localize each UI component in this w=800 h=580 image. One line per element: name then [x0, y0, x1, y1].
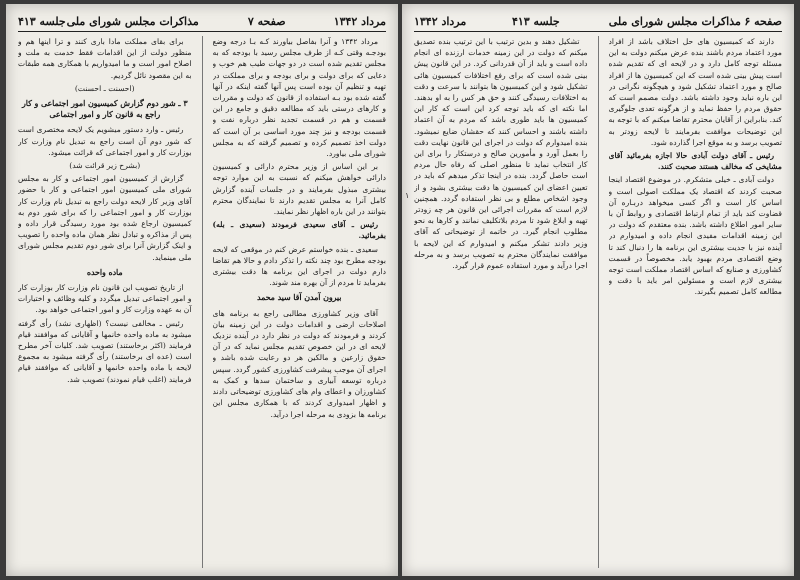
header-page-number: صفحه ۶ [744, 14, 782, 28]
header-rule [414, 31, 782, 32]
columns [18, 36, 386, 568]
column-right [609, 36, 783, 568]
page-6 [402, 4, 794, 576]
applause-note: (احسنت ـ احسنت) [74, 83, 135, 93]
header-rule [18, 31, 386, 32]
header-page-number: صفحه ۷ [247, 14, 286, 28]
header-date: مرداد ۱۳۴۲ [333, 14, 386, 28]
header-title: مذاکرات مجلس شورای ملی [608, 14, 741, 28]
header-session: جلسه ۴۱۳ [511, 14, 560, 28]
paragraph: رئیس ـ وارد دستور میشویم یک لایحه مختصری است که شور دوم آن است راجع به تبدیل نام وزارت کار بوزارت کار و امور اجتماعی که قرائت میشود. [18, 125, 192, 157]
paragraph: بر این اساس از وزیر محترم دارائی و کمیسیون دارائی خواهش میکنم که نسبت به این موارد توجه بیشتری مبذول بفرمایند و در جلسات آینده گزارش کامل آنرا به مجلس تقدیم دارند تا نمایندگان محترم بتوانند در این باره اظهار نظر نمایند. [212, 162, 386, 217]
paragraph: دارند که کمیسیون های حل اختلاف باشد از افراد مورد اعتماد مردم باشند بنده عرض میکنم دولت به این مسئله توجه کامل دارد و در لایحه ای که تقدیم شده است پیش بینی شده است که این کمیسیون ها از افراد صالح و مورد اعتماد تشکیل شود و هیچگونه نگرانی در این باره نباید وجود داشته باشد. دولت مصمم است که حقوق مردم را حفظ نماید و از هرگونه تعدی جلوگیری کند. بنابراین از آقایان محترم تقاضا میکنم که با توجه به این توضیحات موافقت بفرمایند تا لایحه زودتر به تصویب برسد و به موقع اجرا گذارده شود. [608, 37, 782, 147]
columns [414, 36, 782, 568]
column-divider [598, 36, 599, 568]
page-header [414, 12, 782, 30]
paragraph: سعیدی ـ بنده خواستم عرض کنم در موقعی که لایحه بودجه مطرح بود چند نکته را تذکر دادم و حالا هم تقاضا دارم دولت در اجرای این برنامه ها دقت بیشتری بفرماید تا مردم از آن بهره مند شوند. [212, 244, 386, 288]
column-left [414, 36, 588, 568]
paragraph: رئیس ـ مخالفی نیست؟ (اظهاری نشد) رأی گرفته میشود به ماده واحده خانمها و آقایانی که موافقند قیام فرمایند (اکثر برخاستند) تصویب شد. کلیات آخر مطرح است (عده ای برخاستند) رأی گرفته میشود به مجموع لایحه با ماده واحده خانمها و آقایانی که موافقند قیام فرمایند (اغلب قیام نمودند) تصویب شد. [18, 318, 192, 384]
paragraph: برای بقای مملکت مادا باری کنند و ترا اینها هم و منظور دولت از این اقدامات فقط خدمت به ملت و اصلاح امور است و ما امیدواریم با همکاری همه طبقات به این مقصود نائل گردیم. [18, 37, 192, 80]
speaker-paragraph: رئیس ـ آقای دولت آبادی حالا اجازه بفرمائید آقای مشایخی که مخالف هستند صحبت کنند. [608, 151, 782, 172]
margin-number: ۱ [405, 191, 410, 200]
header-date: مرداد ۱۳۴۲ [413, 14, 467, 28]
book-spread [6, 4, 794, 576]
paragraph: آقای وزیر کشاورزی مطالبی راجع به برنامه های اصلاحات ارضی و اقدامات دولت در این زمینه بیان کردند و فرمودند که دولت در نظر دارد در آینده نزدیک لایحه ای در این خصوص تقدیم مجلس نماید که در آن حقوق زارعین و مالکین هر دو رعایت شده باشد و اجرای آن موجب پیشرفت کشاورزی کشور گردد. سپس درباره توسعه آبیاری و ساختمان سدها و کمک به کشاورزان و اعطای وام های کشاورزی توضیحاتی دادند و اظهار امیدواری کردند که با همکاری مجلس این برنامه ها بزودی به مرحله اجرا درآید. [212, 308, 386, 419]
paragraph: از تاریخ تصویب این قانون نام وزارت کار بوزارت کار و امور اجتماعی تبدیل میگردد و کلیه وظائف و اختیارات آن به عهده وزارت کار و امور اجتماعی خواهد بود. [18, 283, 192, 315]
header-title: مذاکرات مجلس شورای ملی [66, 14, 199, 28]
column-divider [202, 36, 203, 568]
page-header [18, 12, 386, 30]
column-right [213, 36, 387, 568]
paragraph: دولت آبادی ـ خیلی متشکرم. در موضوع اقتصاد اینجا صحبت کردند که اقتصاد یک مملکت اصولی است و اساس کار است و اگر کسی میخواهد دربـاره آن قضاوت کند باید از تمام ارتباط اقتصادی و روابط آن با سایر امور اطلاع داشته باشد. بنده معتقدم که دولت در این زمینه اقدامات مفیدی انجام داده و امیدوارم در آینده نیز با جدیت بیشتری این برنامه ها را دنبال کند تا وضع اقتصادی مردم بهبود یابد. مخصوصاً در قسمت کشاورزی و صنایع که اساس اقتصاد مملکت است توجه بیشتری لازم است و مسئولین امر باید با دقت و مطالعه کامل تصمیم بگیرند. [608, 175, 782, 297]
paragraph: تشکیل دهند و بدین ترتیب با این ترتیب بنده تصدیق میکنم که دولت در این زمینه خدمات ارزنده ای انجام داده است و باید از آن قدردانی کرد. در این قانون پیش بینی شده است که برای رفع اختلافات کمیسیون هائی تشکیل شود و این کمیسیون ها بتوانند با سرعت و دقت به اختلافات رسیدگی کنند و حق هر کس را به او بدهند. اما نکته ای که باید توجه کرد این است که کار این کمیسیون ها باید طوری باشد که مردم به آن اعتماد داشته باشند و احساس کنند که حقشان ضایع نمیشود. بنده امیدوارم که دولت در اجرای این قانون نهایت دقت را بعمل آورد و مأمورین صالح و درستکار را برای این کار انتخاب نماید تا منظور اصلی که رفاه حال مردم است حاصل گردد. بنده در اینجا تذکر میدهم که باید در تعیین اعضای این کمیسیون ها دقت بیشتری بشود و از وجود اشخاص مطلع و بی نظر استفاده گردد. همچنین لازم است که مقررات اجرائی این قانون هر چه زودتر تهیه و ابلاغ شود تا مردم بلاتکلیف نمانند و کارها به نحو مطلوب انجام گیرد. در خاتمه از توضیحاتی که آقای وزیر دادند تشکر میکنم و امیدوارم که این لایحه با موافقت نمایندگان محترم به تصویب برسد و به مرحله اجرا درآید و مورد استفاده عموم قرار گیرد. [414, 37, 588, 271]
paragraph: مرداد ۱۳۴۲ و آنرا بفاصل بیاورند کـه بـا درجه وضع بودجـه وقتی کـه از طرف مجلس رسید با بودجه که به مجلس تقدیم شده است در دو جهات طیب هم خوب و دعایی که برای دولت و برای بودجه و برای مملکت در تهیه و تنظیم آن بوده است پس آنها گفته اینکه در آنها گفته شده بود بـه استفاده از قانون که دولت و مقررات و کارهای درستی باید که مطالعه دقیق و جامع در این قسمت و هم در قسمت تجدید نظر درباره نفت و قسمت بودجه و نیز چند مورد اساسی بر آن است که دولت اخذ تصمیم کرده و تصمیم گرفته که به مجلس شورای ملی بیاورد. [212, 37, 386, 159]
section-heading: بیرون آمدن آقا سید محمد [257, 293, 342, 303]
speaker-paragraph: رئیس ـ آقای سعیدی فرمودند (سعیدی ـ بله) بفرمائید. [212, 220, 386, 241]
paragraph: گزارش از کمیسیون امور اجتماعی و کار به مجلس شورای ملی کمیسیون امور اجتماعی و کار با حضور آقای وزیر کار لایحه دولت راجع به تبدیل نام وزارت کار بوزارت کار و امور اجتماعی را که برای شور دوم به کمیسیون ارجاع شده بود مورد رسیدگی قرار داده و پس از مذاکره و تبادل نظر همان ماده واحده را تصویب و اینک گزارش آنرا برای شور دوم تقدیم مجلس شورای ملی مینماید. [18, 174, 192, 262]
reading-note: (بشرح زیر قرائت شد) [69, 161, 141, 171]
section-heading: ۳ ـ شور دوم گزارش کمیسیون امور اجتماعی و کار راجع به قانون کار و امور اجتماعی [21, 99, 188, 120]
page-7 [6, 4, 398, 576]
article-heading: ماده واحده [86, 267, 123, 277]
column-left [18, 36, 192, 568]
header-session: جلسه ۴۱۳ [17, 14, 66, 28]
